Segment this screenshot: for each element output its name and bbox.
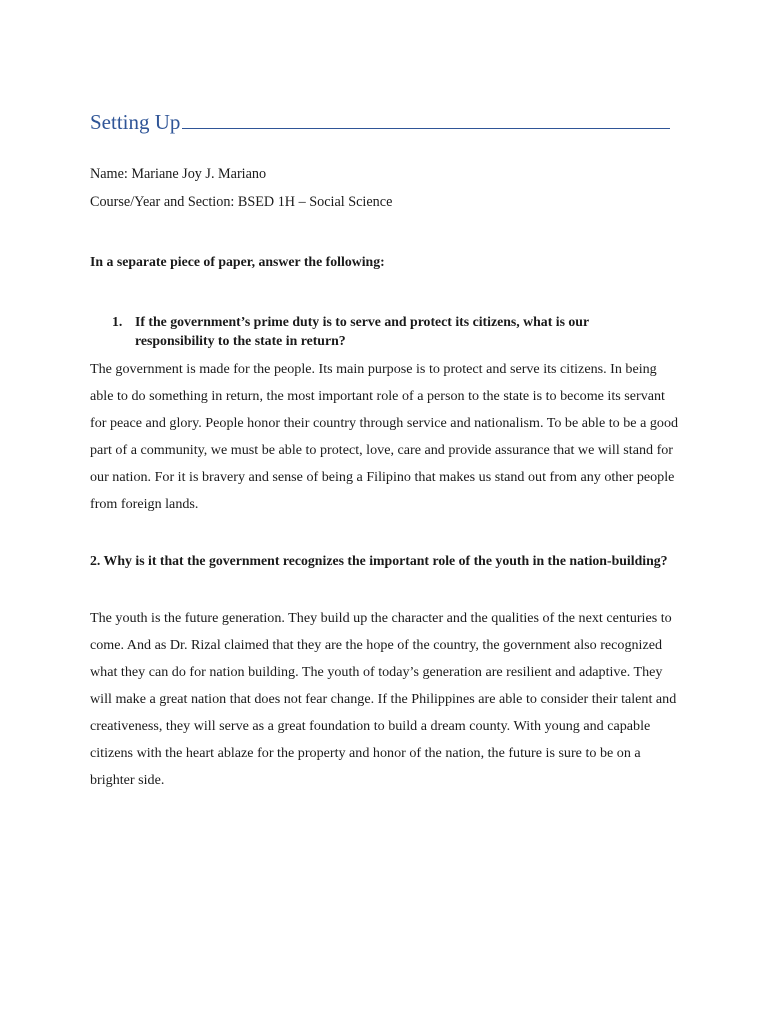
heading-underline [182,128,670,129]
course-section: Course/Year and Section: BSED 1H – Social Science [90,194,393,210]
question-1-text: If the government’s prime duty is to serve and protect its citizens, what is our responsibility to the state in return? [135,314,589,348]
section-heading-text: Setting Up [90,110,181,134]
question-1 [112,312,652,350]
answer-1-paragraph: The government is made for the people. Its main purpose is to protect and serve its citizens. In being able to do something in return, the most important role of a person to the state is to become its servant for peace and glory. People honor their country through service and nationalism. To be able to be a good part of a community, we must be able to protect, love, care and provide assurance that we will stand for our nation. For it is bravery and sense of being a Filipino that makes us stand out from any other people from foreign lands. [90,361,679,512]
section-heading [90,108,670,136]
instruction-text: In a separate piece of paper, answer the following: [90,254,385,269]
question-2: 2. Why is it that the government recognizes the important role of the youth in the nation-building? [90,553,668,568]
student-name: Name: Mariane Joy J. Mariano [90,166,267,182]
answer-2-paragraph: The youth is the future generation. They build up the character and the qualities of the next centuries to come. And as Dr. Rizal claimed that they are the hope of the country, the government also recognized what they can do for nation building. The youth of today’s generation are resilient and adaptive. They will make a great nation that does not fear change. If the Philippines are able to consider their talent and creativeness, they will serve as a great foundation to build a dream county. With young and capable citizens with the heart ablaze for the property and honor of the nation, the future is sure to be on a brighter side. [90,610,677,788]
question-1-number: 1. [112,314,123,329]
